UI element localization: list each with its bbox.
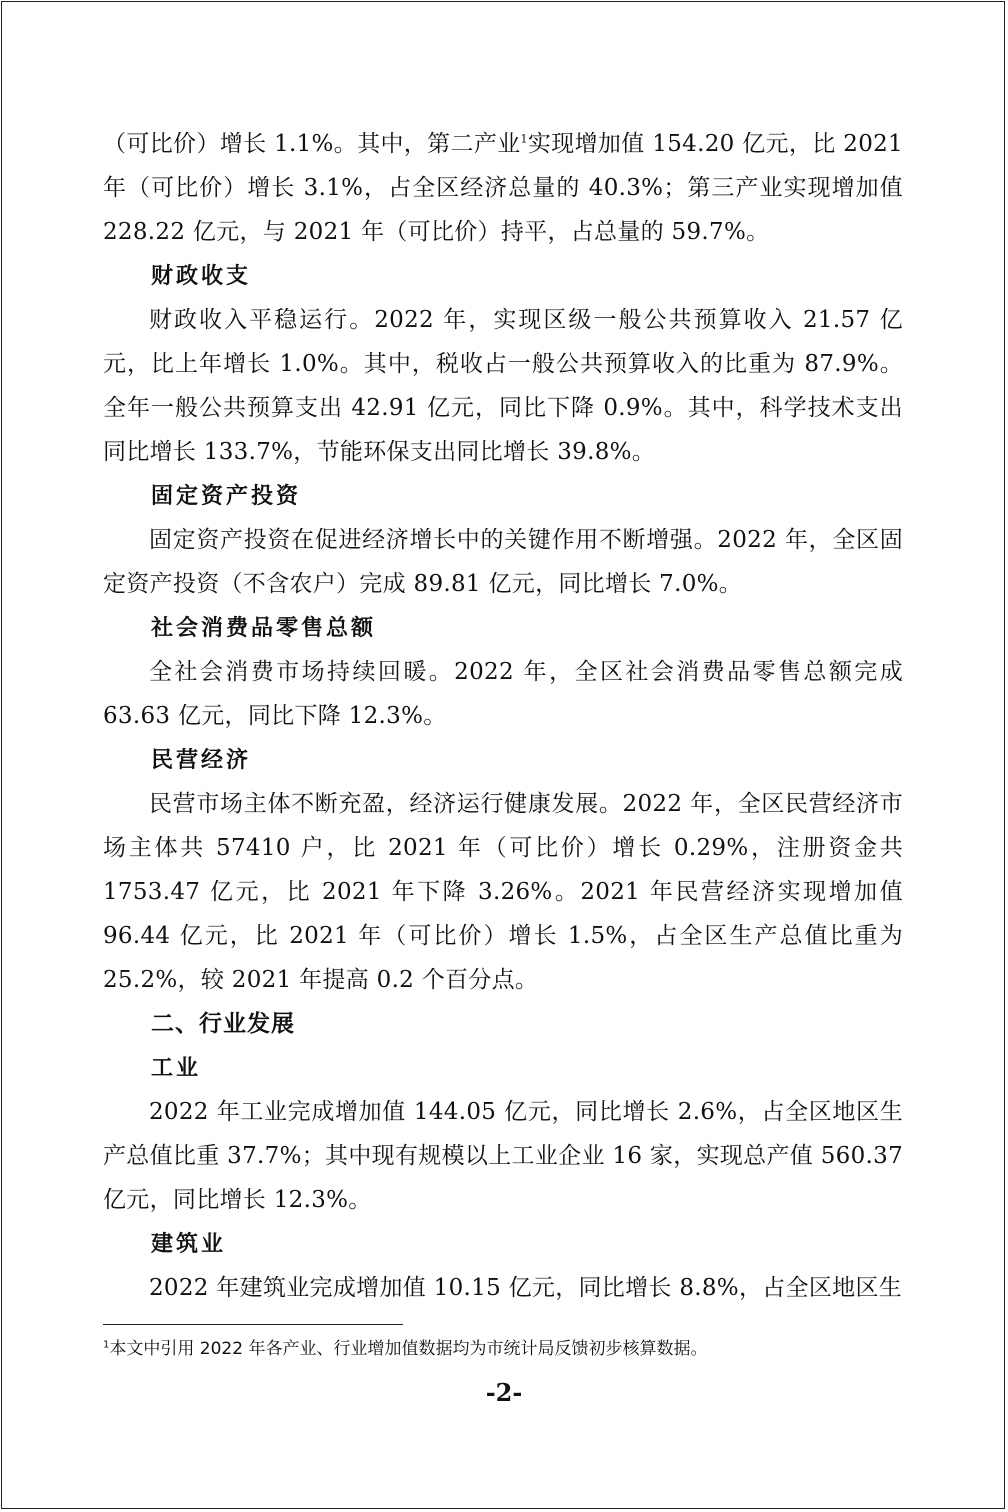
heading-finance: 财政收支 — [151, 263, 252, 289]
paragraph-finance: 财政收入平稳运行。2022 年，实现区级一般公共预算收入 21.57 亿元，比上年增长 1.0%。其中，税收占一般公共预算收入的比重为 87.9%。全年一般公共预算支出 42.91 亿元，同比下降 0.9%。其中，科学技术支出同比增长 133.7%，节能环保支出同比增长 39.8%。 — [103, 307, 903, 465]
heading-construction: 建筑业 — [151, 1231, 227, 1257]
paragraph-construction: 2022 年建筑业完成增加值 10.15 亿元，同比增长 8.8%，占全区地区生 — [149, 1275, 903, 1301]
paragraph-gdp-part2: 实现增加值 154.20 亿元，比 2021 年（可比价）增长 3.1%，占全区经济总量的 40.3%；第三产业实现增加值 228.22 亿元，与 2021 年（可比价）持平，占总量的 59.7%。 — [103, 131, 903, 245]
footnote-reference: 1 — [520, 132, 528, 146]
heading-retail: 社会消费品零售总额 — [151, 615, 377, 641]
footnote — [103, 1336, 903, 1362]
footnote-divider — [103, 1324, 403, 1325]
footnote-mark: 1 — [103, 1339, 110, 1351]
paragraph-retail: 全社会消费市场持续回暖。2022 年，全区社会消费品零售总额完成 63.63 亿元，同比下降 12.3%。 — [103, 659, 903, 729]
paragraph-investment: 固定资产投资在促进经济增长中的关键作用不断增强。2022 年，全区固定资产投资（不含农户）完成 89.81 亿元，同比增长 7.0%。 — [103, 527, 903, 597]
footnote-text: 本文中引用 2022 年各产业、行业增加值数据均为市统计局反馈初步核算数据。 — [109, 1339, 708, 1359]
document-body — [103, 122, 903, 1310]
paragraph-private-economy: 民营市场主体不断充盈，经济运行健康发展。2022 年，全区民营经济市场主体共 57410 户，比 2021 年（可比价）增长 0.29%，注册资金共 1753.47 亿元，比 2021 年下降 3.26%。2021 年民营经济实现增加值 96.44 亿元，比 2021 年（可比价）增长 1.5%，占全区生产总值比重为 25.2%，较 2021 年提高 0.2 个百分点。 — [103, 791, 903, 993]
paragraph-gdp-part1: （可比价）增长 1.1%。其中，第二产业 — [103, 131, 521, 157]
heading-industry: 工业 — [151, 1055, 202, 1081]
paragraph-industry: 2022 年工业完成增加值 144.05 亿元，同比增长 2.6%，占全区地区生产总值比重 37.7%；其中现有规模以上工业企业 16 家，实现总产值 560.37 亿元，同比增长 12.3%。 — [103, 1099, 903, 1213]
paragraph-gdp — [103, 122, 903, 254]
heading-private-economy: 民营经济 — [151, 747, 252, 773]
section-heading-industry-development: 二、行业发展 — [151, 1011, 295, 1037]
page-number: -2- — [485, 1378, 523, 1407]
heading-investment: 固定资产投资 — [151, 483, 302, 509]
